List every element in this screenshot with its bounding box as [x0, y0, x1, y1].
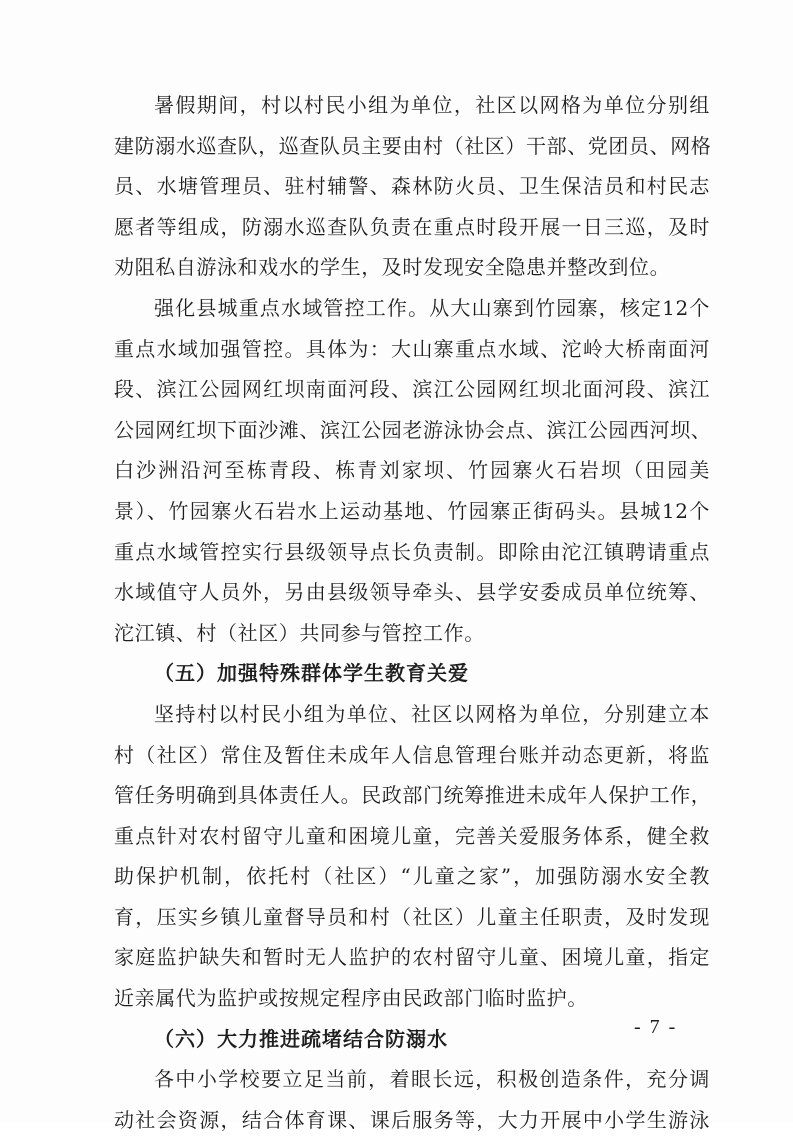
page-body: [114, 85, 710, 1140]
paragraph-line: 暑假期间，村以村民小组为单位，社区以网格为单位分别组: [154, 93, 710, 117]
paragraph-line: 管任务明确到具体责任人。民政部门统筹推进未成年人保护工作，: [114, 783, 712, 808]
paragraph-line: 助保护机制，依托村（社区）“儿童之家”，加强防溺水安全教: [114, 864, 710, 889]
page-number: - 7 -: [634, 1016, 678, 1038]
paragraph-line: 沱江镇、村（社区）共同参与管控工作。: [114, 620, 485, 645]
paragraph-line: 重点针对农村留守儿童和困境儿童，完善关爱服务体系，健全救: [114, 823, 710, 848]
paragraph-line: 重点水域加强管控。具体为：大山寨重点水域、沱岭大桥南面河: [114, 336, 710, 361]
paragraph-line: 建防溺水巡查队，巡查队员主要由村（社区）干部、党团员、网格: [114, 133, 712, 158]
paragraph-line: 重点水域管控实行县级领导点长负责制。即除由沱江镇聘请重点: [114, 539, 710, 564]
paragraph-line: 动社会资源，结合体育课、课后服务等，大力开展中小学生游泳: [114, 1107, 710, 1132]
paragraph-line: 育，压实乡镇儿童督导员和村（社区）儿童主任职责，及时发现: [114, 904, 710, 929]
section-heading: （五）加强特殊群体学生教育关爱: [154, 661, 469, 686]
paragraph-line: 各中小学校要立足当前，着眼长远，积极创造条件，充分调: [154, 1067, 710, 1092]
paragraph-line: 景）、竹园寨火石岩水上运动基地、竹园寨正街码头。县城12个: [114, 498, 710, 523]
section-heading: （六）大力推进疏堵结合防溺水: [154, 1026, 448, 1051]
paragraph-line: 水域值守人员外，另由县级领导牵头、县学安委成员单位统筹、: [114, 580, 710, 605]
paragraph-line: 村（社区）常住及暂住未成年人信息管理台账并动态更新，将监: [114, 742, 710, 767]
paragraph-line: 段、滨江公园网红坝南面河段、滨江公园网红坝北面河段、滨江: [114, 377, 710, 402]
paragraph-line: 愿者等组成，防溺水巡查队负责在重点时段开展一日三巡，及时: [114, 214, 710, 239]
paragraph-line: 员、水塘管理员、驻村辅警、森林防火员、卫生保洁员和村民志: [114, 174, 710, 199]
paragraph-line: 公园网红坝下面沙滩、滨江公园老游泳协会点、滨江公园西河坝、: [114, 417, 712, 442]
paragraph-line: 近亲属代为监护或按规定程序由民政部门临时监护。: [114, 986, 588, 1011]
paragraph-line: 家庭监护缺失和暂时无人监护的农村留守儿童、困境儿童，指定: [114, 945, 710, 970]
paragraph-line: 坚持村以村民小组为单位、社区以网格为单位，分别建立本: [154, 701, 710, 726]
paragraph-line: 劝阻私自游泳和戏水的学生，及时发现安全隐患并整改到位。: [114, 255, 671, 280]
paragraph-line: 强化县城重点水域管控工作。从大山寨到竹园寨，核定12个: [154, 295, 710, 320]
paragraph-line: 白沙洲沿河至栋青段、栋青刘家坝、竹园寨火石岩坝（田园美: [114, 458, 710, 483]
